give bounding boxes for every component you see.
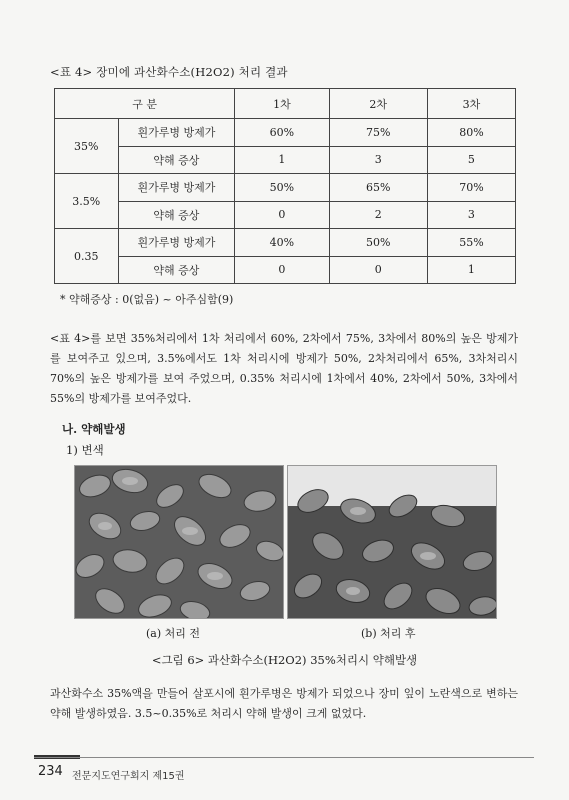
group-label: 35% bbox=[55, 119, 119, 174]
group-label: 0.35 bbox=[55, 229, 119, 284]
group-label: 3.5% bbox=[55, 174, 119, 229]
table-caption: <표 4> 장미에 과산화수소(H2O2) 처리 결과 bbox=[50, 65, 288, 79]
rose-leaves-photo-b bbox=[288, 466, 496, 618]
photo-a-caption: (a) 처리 전 bbox=[146, 627, 201, 640]
cell-value: 0 bbox=[235, 201, 329, 229]
cell-value: 65% bbox=[329, 174, 427, 202]
table-row bbox=[55, 229, 516, 257]
cell-value: 0 bbox=[235, 256, 329, 284]
cell-value: 3 bbox=[329, 146, 427, 174]
subsection-heading: 1) 변색 bbox=[66, 443, 104, 457]
table-row bbox=[55, 119, 516, 147]
cell-value: 40% bbox=[235, 229, 329, 257]
table-row bbox=[55, 174, 516, 202]
cell-value: 70% bbox=[427, 174, 515, 202]
body-paragraph-2: 과산화수소 35%액을 만들어 살포시에 흰가루병은 방제가 되었으나 장미 잎이 노란색으로 변하는 약해 발생하였음. 3.5~0.35%로 처리시 약해 발생이 크게 없었다. bbox=[50, 687, 518, 720]
row-item: 약해 증상 bbox=[118, 201, 235, 229]
page-number: 234 bbox=[38, 764, 63, 779]
row-item: 흰가루병 방제가 bbox=[118, 229, 235, 257]
row-item: 흰가루병 방제가 bbox=[118, 119, 235, 147]
cell-value: 50% bbox=[329, 229, 427, 257]
rose-leaves-photo-a bbox=[75, 466, 283, 618]
cell-value: 80% bbox=[427, 119, 515, 147]
publication-title: 전문지도연구회지 제15권 bbox=[72, 771, 185, 782]
cell-value: 2 bbox=[329, 201, 427, 229]
photo-before-treatment bbox=[74, 465, 284, 619]
row-item: 약해 증상 bbox=[118, 256, 235, 284]
header-round-1: 1차 bbox=[235, 89, 329, 119]
table-row bbox=[55, 256, 516, 284]
photo-b-caption: (b) 처리 후 bbox=[361, 627, 416, 640]
footer-divider bbox=[34, 757, 534, 758]
results-table bbox=[54, 88, 516, 284]
cell-value: 1 bbox=[427, 256, 515, 284]
row-item: 약해 증상 bbox=[118, 146, 235, 174]
cell-value: 55% bbox=[427, 229, 515, 257]
figure-caption: <그림 6> 과산화수소(H2O2) 35%처리시 약해발생 bbox=[151, 653, 418, 667]
cell-value: 0 bbox=[329, 256, 427, 284]
table-row bbox=[55, 146, 516, 174]
header-round-3: 3차 bbox=[427, 89, 515, 119]
table-row bbox=[55, 201, 516, 229]
cell-value: 3 bbox=[427, 201, 515, 229]
header-category: 구 분 bbox=[55, 89, 235, 119]
photo-after-treatment bbox=[287, 465, 497, 619]
section-heading: 나. 약해발생 bbox=[62, 422, 126, 436]
body-paragraph-1: <표 4>를 보면 35%처리에서 1차 처리에서 60%, 2차에서 75%, 3차에서 80%의 높은 방제가를 보여주고 있으며, 3.5%에서도 1차 처리시에 방제가 50%, 2차처리에서 65%, 3차처리시 70%의 높은 방제가를 보여 주었으며, 0.35% 처리시에 1차에서 40%, 2차에서 50%, 3차에서 55%의 방제가를 보여주었다. bbox=[50, 332, 518, 405]
row-item: 흰가루병 방제가 bbox=[118, 174, 235, 202]
header-round-2: 2차 bbox=[329, 89, 427, 119]
table-footnote: * 약해증상 : 0(없음) ~ 아주심함(9) bbox=[60, 293, 234, 306]
cell-value: 60% bbox=[235, 119, 329, 147]
cell-value: 75% bbox=[329, 119, 427, 147]
cell-value: 5 bbox=[427, 146, 515, 174]
table-header-row bbox=[55, 89, 516, 119]
cell-value: 1 bbox=[235, 146, 329, 174]
cell-value: 50% bbox=[235, 174, 329, 202]
